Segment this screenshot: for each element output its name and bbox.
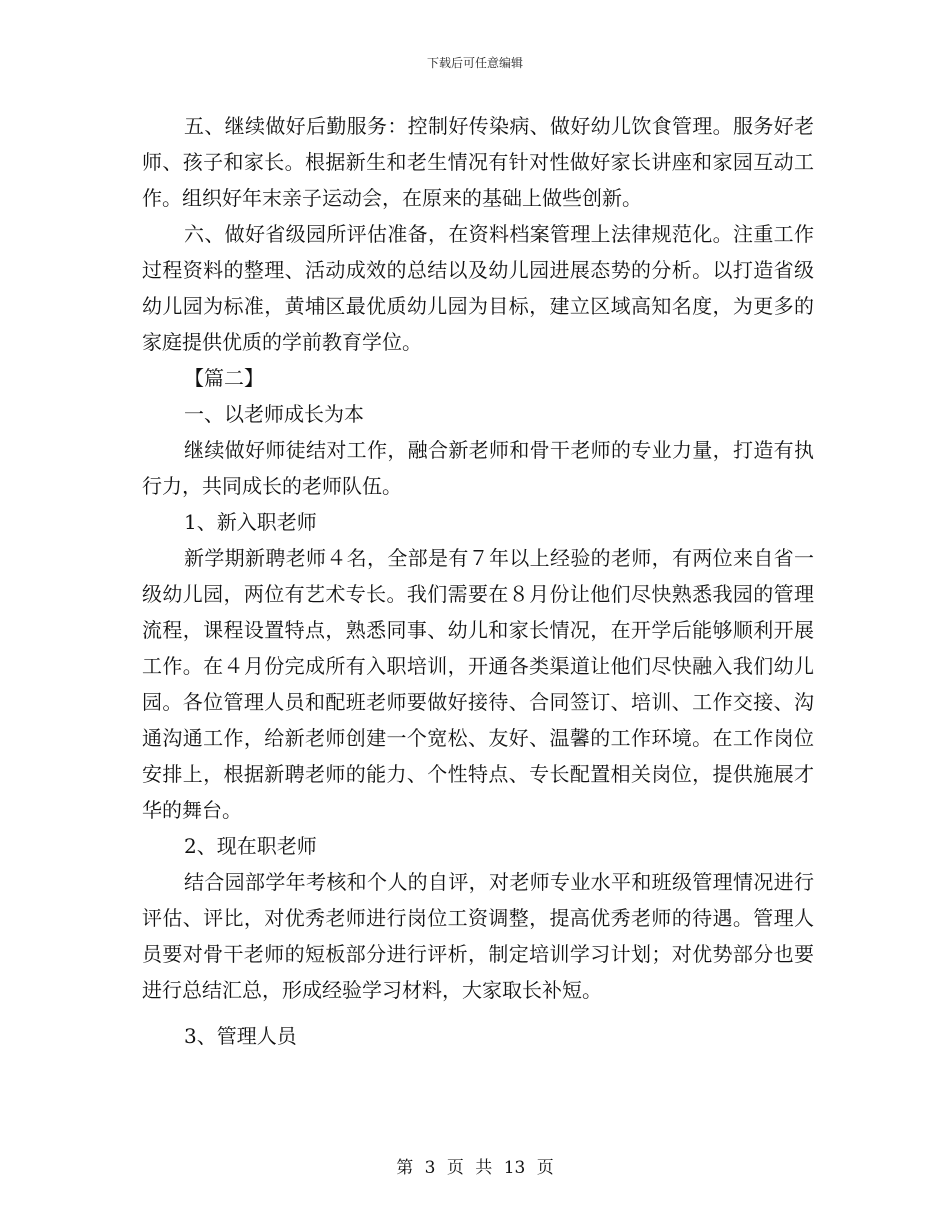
section-title-part-two: 【篇二】 <box>184 366 264 390</box>
document-body <box>142 108 814 1054</box>
heading-managers: 3、管理人员 <box>184 1024 297 1048</box>
heading-teacher-growth: 一、以老师成长为本 <box>184 402 364 426</box>
paragraph-logistics: 五、继续做好后勤服务：控制好传染病、做好幼儿饮食管理。服务好老师、孩子和家长。根据新生和老生情况有针对性做好家长讲座和家园互动工作。组织好年末亲子运动会，在原来的基础上做些创新。 <box>142 114 814 210</box>
paragraph-mentoring: 继续做好师徒结对工作，融合新老师和骨干老师的专业力量，打造有执行力，共同成长的老师队伍。 <box>142 438 814 498</box>
paragraph-current-teachers: 结合园部学年考核和个人的自评，对老师专业水平和班级管理情况进行评估、评比，对优秀老师进行岗位工资调整，提高优秀老师的待遇。管理人员要对骨干老师的短板部分进行评析，制定培训学习计划；对优势部分也要进行总结汇总，形成经验学习材料，大家取长补短。 <box>142 870 814 1002</box>
paragraph-new-teachers: 新学期新聘老师４名，全部是有７年以上经验的老师，有两位来自省一级幼儿园，两位有艺术专长。我们需要在８月份让他们尽快熟悉我园的管理流程，课程设置特点，熟悉同事、幼儿和家长情况，在开学后能够顺利开展工作。在４月份完成所有入职培训，开通各类渠道让他们尽快融入我们幼儿园。各位管理人员和配班老师要做好接待、合同签订、培训、工作交接、沟通沟通工作，给新老师创建一个宽松、友好、温馨的工作环境。在工作岗位安排上，根据新聘老师的能力、个性特点、专长配置相关岗位，提供施展才华的舞台。 <box>142 546 814 822</box>
heading-current-teachers: 2、现在职老师 <box>184 834 317 858</box>
page-header: 下载后可任意编辑 <box>426 56 523 70</box>
page-footer: 第 3 页 共 13 页 <box>396 1158 554 1178</box>
paragraph-evaluation: 六、做好省级园所评估准备，在资料档案管理上法律规范化。注重工作过程资料的整理、活动成效的总结以及幼儿园进展态势的分析。以打造省级幼儿园为标准，黄埔区最优质幼儿园为目标，建立区域高知名度，为更多的家庭提供优质的学前教育学位。 <box>142 222 814 354</box>
heading-new-teachers: 1、新入职老师 <box>184 510 317 534</box>
